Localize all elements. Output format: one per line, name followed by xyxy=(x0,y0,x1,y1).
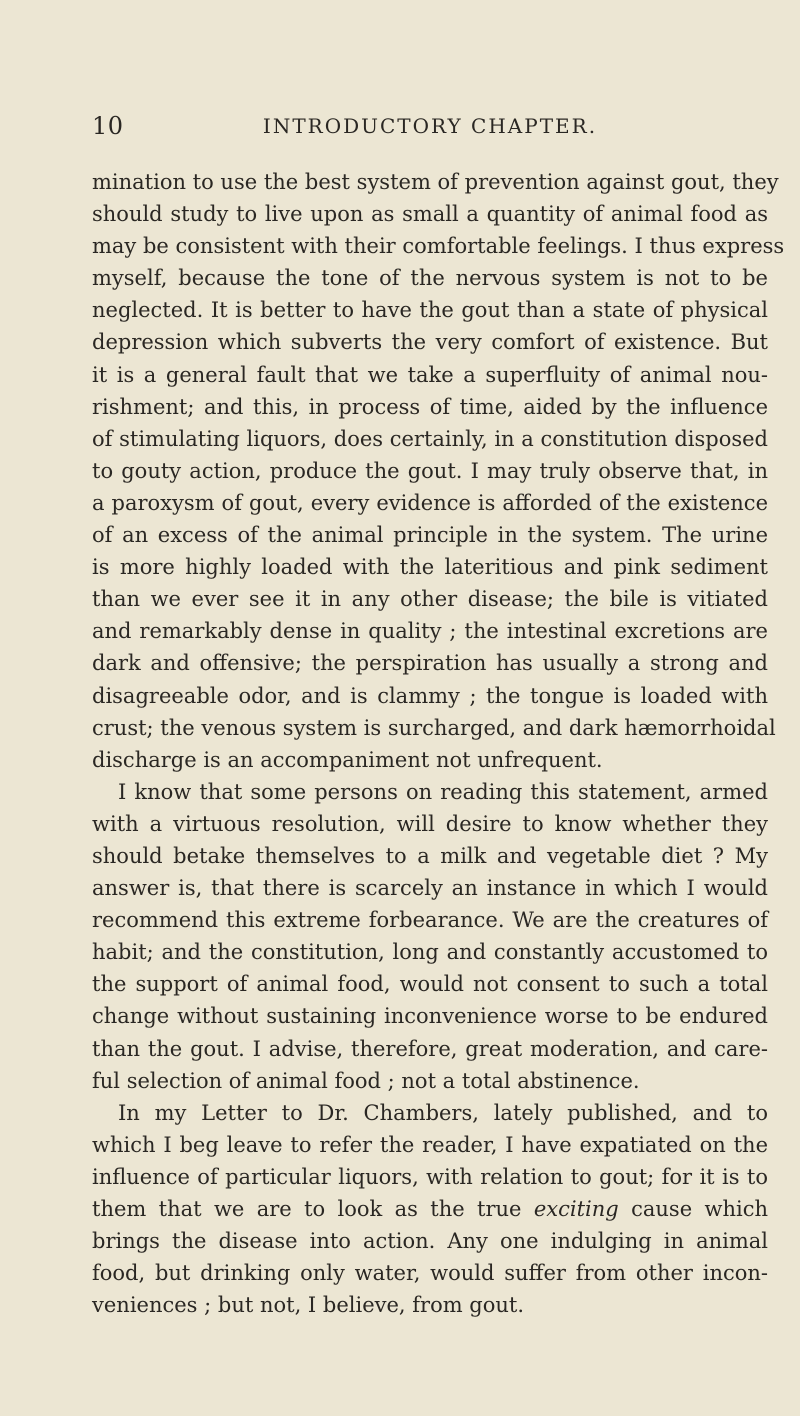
text-line: ful selection of animal food ; not a total abstinence. xyxy=(92,1068,640,1093)
text-line: than the gout. I advise, therefore, great moderation, and care- xyxy=(92,1036,768,1061)
text-line: is more highly loaded with the lateritious and pink sediment xyxy=(92,555,768,580)
text-segment: them that we are to look as the true xyxy=(92,1197,522,1221)
text-line: answer is, that there is scarcely an instance in which I would xyxy=(92,876,768,901)
text-line: veniences ; but not, I believe, from gout. xyxy=(92,1293,525,1318)
page-number: 10 xyxy=(92,112,124,140)
text-line: brings the disease into action. Any one indulging in animal xyxy=(92,1229,768,1254)
text-line: discharge is an accompaniment not unfrequent. xyxy=(92,747,603,772)
text-line: food, but drinking only water, would suffer from other incon- xyxy=(92,1261,768,1286)
text-line: neglected. It is better to have the gout than a state of physical xyxy=(92,298,768,323)
text-line: of stimulating liquors, does certainly, in a constitution disposed xyxy=(92,426,768,451)
text-segment: cause which xyxy=(631,1197,768,1221)
text-line xyxy=(92,1193,768,1225)
italic-word: exciting xyxy=(533,1197,619,1221)
text-line: rishment; and this, in process of time, aided by the influence xyxy=(92,394,768,419)
text-line: than we ever see it in any other disease; the bile is vitiated xyxy=(92,587,768,612)
text-line: dark and offensive; the perspiration has usually a strong and xyxy=(92,651,768,676)
text-line: to gouty action, produce the gout. I may truly observe that, in xyxy=(92,458,768,483)
text-line: mination to use the best system of prevention against gout, they xyxy=(92,170,779,194)
text-line: In my Letter to Dr. Chambers, lately published, and to xyxy=(118,1100,768,1125)
text-line: influence of particular liquors, with relation to gout; for it is to xyxy=(92,1164,768,1189)
text-line: crust; the venous system is surcharged, and dark hæmorrhoidal xyxy=(92,715,776,740)
text-line: and remarkably dense in quality ; the intestinal excretions are xyxy=(92,619,768,644)
text-line: which I beg leave to refer the reader, I have expatiated on the xyxy=(92,1132,768,1157)
text-line: should betake themselves to a milk and vegetable diet ? My xyxy=(92,843,768,868)
text-line: of an excess of the animal principle in the system. The urine xyxy=(92,523,768,548)
chapter-title: INTRODUCTORY CHAPTER. xyxy=(262,114,598,138)
text-line: I know that some persons on reading this statement, armed xyxy=(118,779,768,804)
text-line: the support of animal food, would not consent to such a total xyxy=(92,972,768,997)
text-line: myself, because the tone of the nervous system is not to be xyxy=(92,266,768,291)
running-head xyxy=(92,112,768,142)
text-line: with a virtuous resolution, will desire to know whether they xyxy=(92,811,768,836)
text-line: a paroxysm of gout, every evidence is afforded of the existence xyxy=(92,490,768,515)
text-line: disagreeable odor, and is clammy ; the tongue is loaded with xyxy=(92,683,768,708)
text-line: may be consistent with their comfortable feelings. I thus express xyxy=(92,234,785,259)
text-line: habit; and the constitution, long and constantly accustomed to xyxy=(92,940,768,965)
text-line: recommend this extreme forbearance. We are the creatures of xyxy=(92,908,768,933)
text-line: it is a general fault that we take a superfluity of animal nou- xyxy=(92,362,768,387)
text-line: should study to live upon as small a quantity of animal food as xyxy=(92,202,768,227)
body-text xyxy=(92,166,785,1321)
text-line: change without sustaining inconvenience worse to be endured xyxy=(92,1004,768,1029)
text-line: depression which subverts the very comfort of existence. But xyxy=(92,330,768,355)
